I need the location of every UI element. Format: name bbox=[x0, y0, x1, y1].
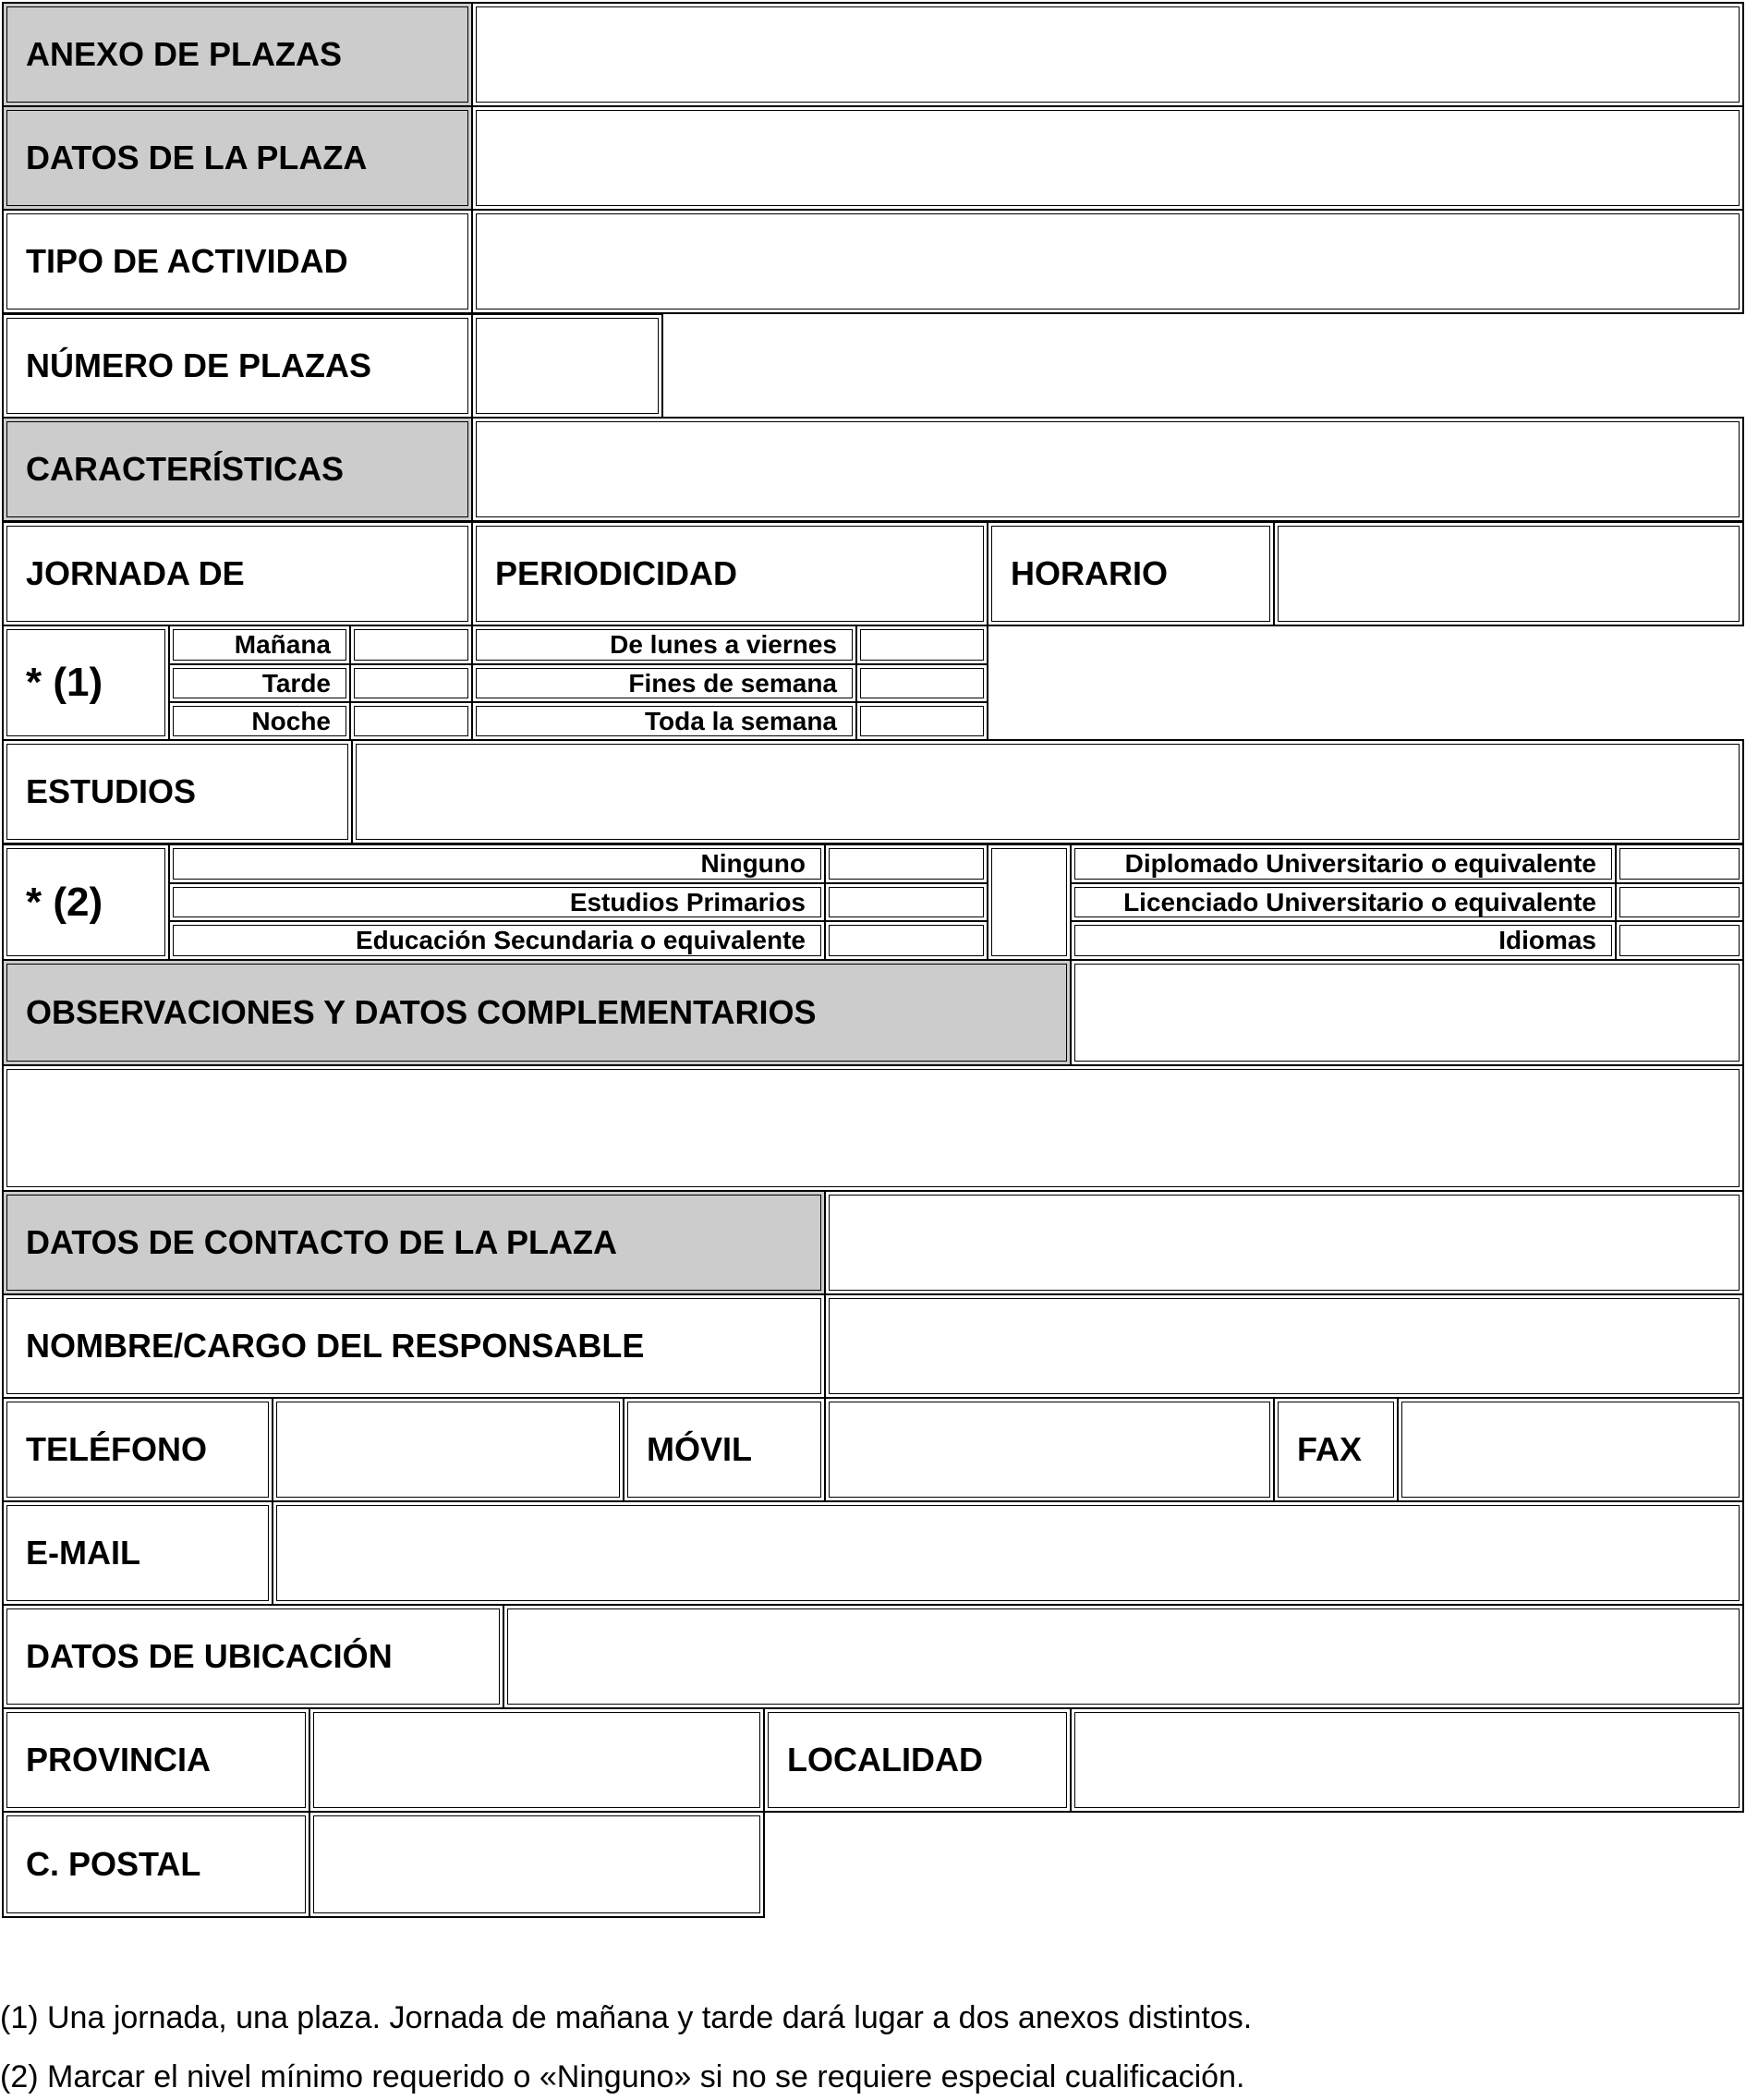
datos-contacto-field[interactable] bbox=[824, 1190, 1744, 1295]
datos-contacto-header bbox=[2, 1190, 826, 1295]
estudios-option-licenciado bbox=[1070, 882, 1617, 922]
jornada-option-manana bbox=[168, 625, 351, 665]
anexo-de-plazas-header bbox=[2, 2, 473, 107]
movil-field[interactable] bbox=[824, 1397, 1275, 1502]
estudios-label-cell bbox=[2, 739, 353, 844]
datos-contacto-label: DATOS DE CONTACTO DE LA PLAZA bbox=[26, 1223, 618, 1261]
tipo-de-actividad-label-cell bbox=[2, 209, 473, 314]
jornada-option-tarde bbox=[168, 663, 351, 703]
footnote-1: (1) Una jornada, una plaza. Jornada de mañana y tarde dará lugar a dos anexos distintos. bbox=[0, 2000, 1253, 2035]
periodicidad-option-label: De lunes a viernes bbox=[610, 630, 837, 659]
estudios-checkbox-primarios[interactable] bbox=[824, 882, 988, 922]
estudios-label: ESTUDIOS bbox=[26, 772, 197, 810]
periodicidad-label: PERIODICIDAD bbox=[495, 554, 738, 592]
fax-label-cell bbox=[1273, 1397, 1399, 1502]
estudios-checkbox-diplomado[interactable] bbox=[1615, 844, 1744, 884]
jornada-option-label: Mañana bbox=[234, 630, 331, 659]
jornada-checkbox-noche[interactable] bbox=[349, 701, 473, 741]
estudios-option-label: Ninguno bbox=[700, 849, 806, 878]
observaciones-label: OBSERVACIONES Y DATOS COMPLEMENTARIOS bbox=[26, 993, 817, 1031]
jornada-checkbox-manana[interactable] bbox=[349, 625, 473, 665]
estudios-option-label: Educación Secundaria o equivalente bbox=[355, 926, 806, 954]
anexo-de-plazas-label: ANEXO DE PLAZAS bbox=[26, 35, 343, 73]
estudios-checkbox-ninguno[interactable] bbox=[824, 844, 988, 884]
datos-de-la-plaza-header bbox=[2, 105, 473, 211]
jornada-de-header bbox=[2, 521, 473, 626]
periodicidad-option-fines-semana bbox=[471, 663, 857, 703]
note1-marker: * (1) bbox=[26, 660, 103, 705]
email-label-cell bbox=[2, 1500, 273, 1606]
telefono-label-cell bbox=[2, 1397, 273, 1502]
caracteristicas-header bbox=[2, 417, 473, 522]
periodicidad-option-toda-semana bbox=[471, 701, 857, 741]
fax-label: FAX bbox=[1297, 1430, 1363, 1468]
estudios-option-diplomado bbox=[1070, 844, 1617, 884]
note2-marker: * (2) bbox=[26, 879, 103, 925]
observaciones-side-field[interactable] bbox=[1070, 959, 1744, 1066]
estudios-field[interactable] bbox=[351, 739, 1744, 844]
numero-de-plazas-label-cell bbox=[2, 313, 473, 419]
datos-ubicacion-field[interactable] bbox=[503, 1604, 1744, 1709]
localidad-field[interactable] bbox=[1070, 1707, 1744, 1813]
estudios-checkbox-licenciado[interactable] bbox=[1615, 882, 1744, 922]
periodicidad-checkbox-fines-semana[interactable] bbox=[855, 663, 988, 703]
movil-label-cell bbox=[623, 1397, 826, 1502]
estudios-option-secundaria bbox=[168, 920, 826, 961]
numero-de-plazas-field[interactable] bbox=[471, 313, 663, 419]
telefono-label: TELÉFONO bbox=[26, 1430, 207, 1468]
tipo-de-actividad-label: TIPO DE ACTIVIDAD bbox=[26, 242, 348, 280]
estudios-option-label: Estudios Primarios bbox=[569, 887, 806, 916]
datos-de-la-plaza-label: DATOS DE LA PLAZA bbox=[26, 139, 368, 176]
fax-field[interactable] bbox=[1397, 1397, 1744, 1502]
provincia-label: PROVINCIA bbox=[26, 1741, 212, 1778]
estudios-option-label: Diplomado Universitario o equivalente bbox=[1124, 849, 1596, 878]
provincia-label-cell bbox=[2, 1707, 310, 1813]
footnote-2: (2) Marcar el nivel mínimo requerido o «Ninguno» si no se requiere especial cualificación. bbox=[0, 2059, 1245, 2094]
numero-de-plazas-label: NÚMERO DE PLAZAS bbox=[26, 346, 372, 384]
estudios-checkbox-idiomas[interactable] bbox=[1615, 920, 1744, 961]
codigo-postal-label: C. POSTAL bbox=[26, 1845, 201, 1883]
observaciones-textarea[interactable] bbox=[2, 1064, 1744, 1192]
estudios-option-label: Idiomas bbox=[1498, 926, 1596, 954]
jornada-de-label: JORNADA DE bbox=[26, 554, 245, 592]
horario-label: HORARIO bbox=[1011, 554, 1168, 592]
email-label: E-MAIL bbox=[26, 1534, 140, 1572]
datos-ubicacion-label-cell bbox=[2, 1604, 504, 1709]
horario-header bbox=[987, 521, 1275, 626]
jornada-option-noche bbox=[168, 701, 351, 741]
periodicidad-checkbox-lunes-viernes[interactable] bbox=[855, 625, 988, 665]
estudios-option-ninguno bbox=[168, 844, 826, 884]
jornada-checkbox-tarde[interactable] bbox=[349, 663, 473, 703]
estudios-option-label: Licenciado Universitario o equivalente bbox=[1123, 887, 1596, 916]
note1-marker-cell bbox=[2, 625, 170, 741]
datos-de-la-plaza-field[interactable] bbox=[471, 105, 1744, 211]
periodicidad-header bbox=[471, 521, 988, 626]
telefono-field[interactable] bbox=[272, 1397, 624, 1502]
estudios-spacer-cell bbox=[987, 844, 1072, 961]
periodicidad-option-label: Fines de semana bbox=[628, 668, 837, 698]
localidad-label: LOCALIDAD bbox=[787, 1741, 983, 1778]
codigo-postal-label-cell bbox=[2, 1811, 310, 1918]
caracteristicas-label: CARACTERÍSTICAS bbox=[26, 450, 345, 488]
caracteristicas-field[interactable] bbox=[471, 417, 1744, 522]
jornada-option-label: Noche bbox=[251, 706, 331, 735]
movil-label: MÓVIL bbox=[647, 1430, 752, 1468]
periodicidad-checkbox-toda-semana[interactable] bbox=[855, 701, 988, 741]
note2-marker-cell bbox=[2, 844, 170, 961]
provincia-field[interactable] bbox=[309, 1707, 765, 1813]
periodicidad-option-lunes-viernes bbox=[471, 625, 857, 665]
datos-ubicacion-label: DATOS DE UBICACIÓN bbox=[26, 1637, 393, 1675]
estudios-option-idiomas bbox=[1070, 920, 1617, 961]
anexo-de-plazas-field[interactable] bbox=[471, 2, 1744, 107]
estudios-option-primarios bbox=[168, 882, 826, 922]
nombre-cargo-field[interactable] bbox=[824, 1293, 1744, 1399]
horario-field[interactable] bbox=[1273, 521, 1744, 626]
localidad-label-cell bbox=[763, 1707, 1072, 1813]
observaciones-header bbox=[2, 959, 1072, 1066]
jornada-option-label: Tarde bbox=[261, 668, 331, 698]
nombre-cargo-label-cell bbox=[2, 1293, 826, 1399]
tipo-de-actividad-field[interactable] bbox=[471, 209, 1744, 314]
periodicidad-option-label: Toda la semana bbox=[644, 706, 837, 735]
nombre-cargo-label: NOMBRE/CARGO DEL RESPONSABLE bbox=[26, 1327, 645, 1365]
email-field[interactable] bbox=[272, 1500, 1744, 1606]
estudios-checkbox-secundaria[interactable] bbox=[824, 920, 988, 961]
codigo-postal-field[interactable] bbox=[309, 1811, 765, 1918]
